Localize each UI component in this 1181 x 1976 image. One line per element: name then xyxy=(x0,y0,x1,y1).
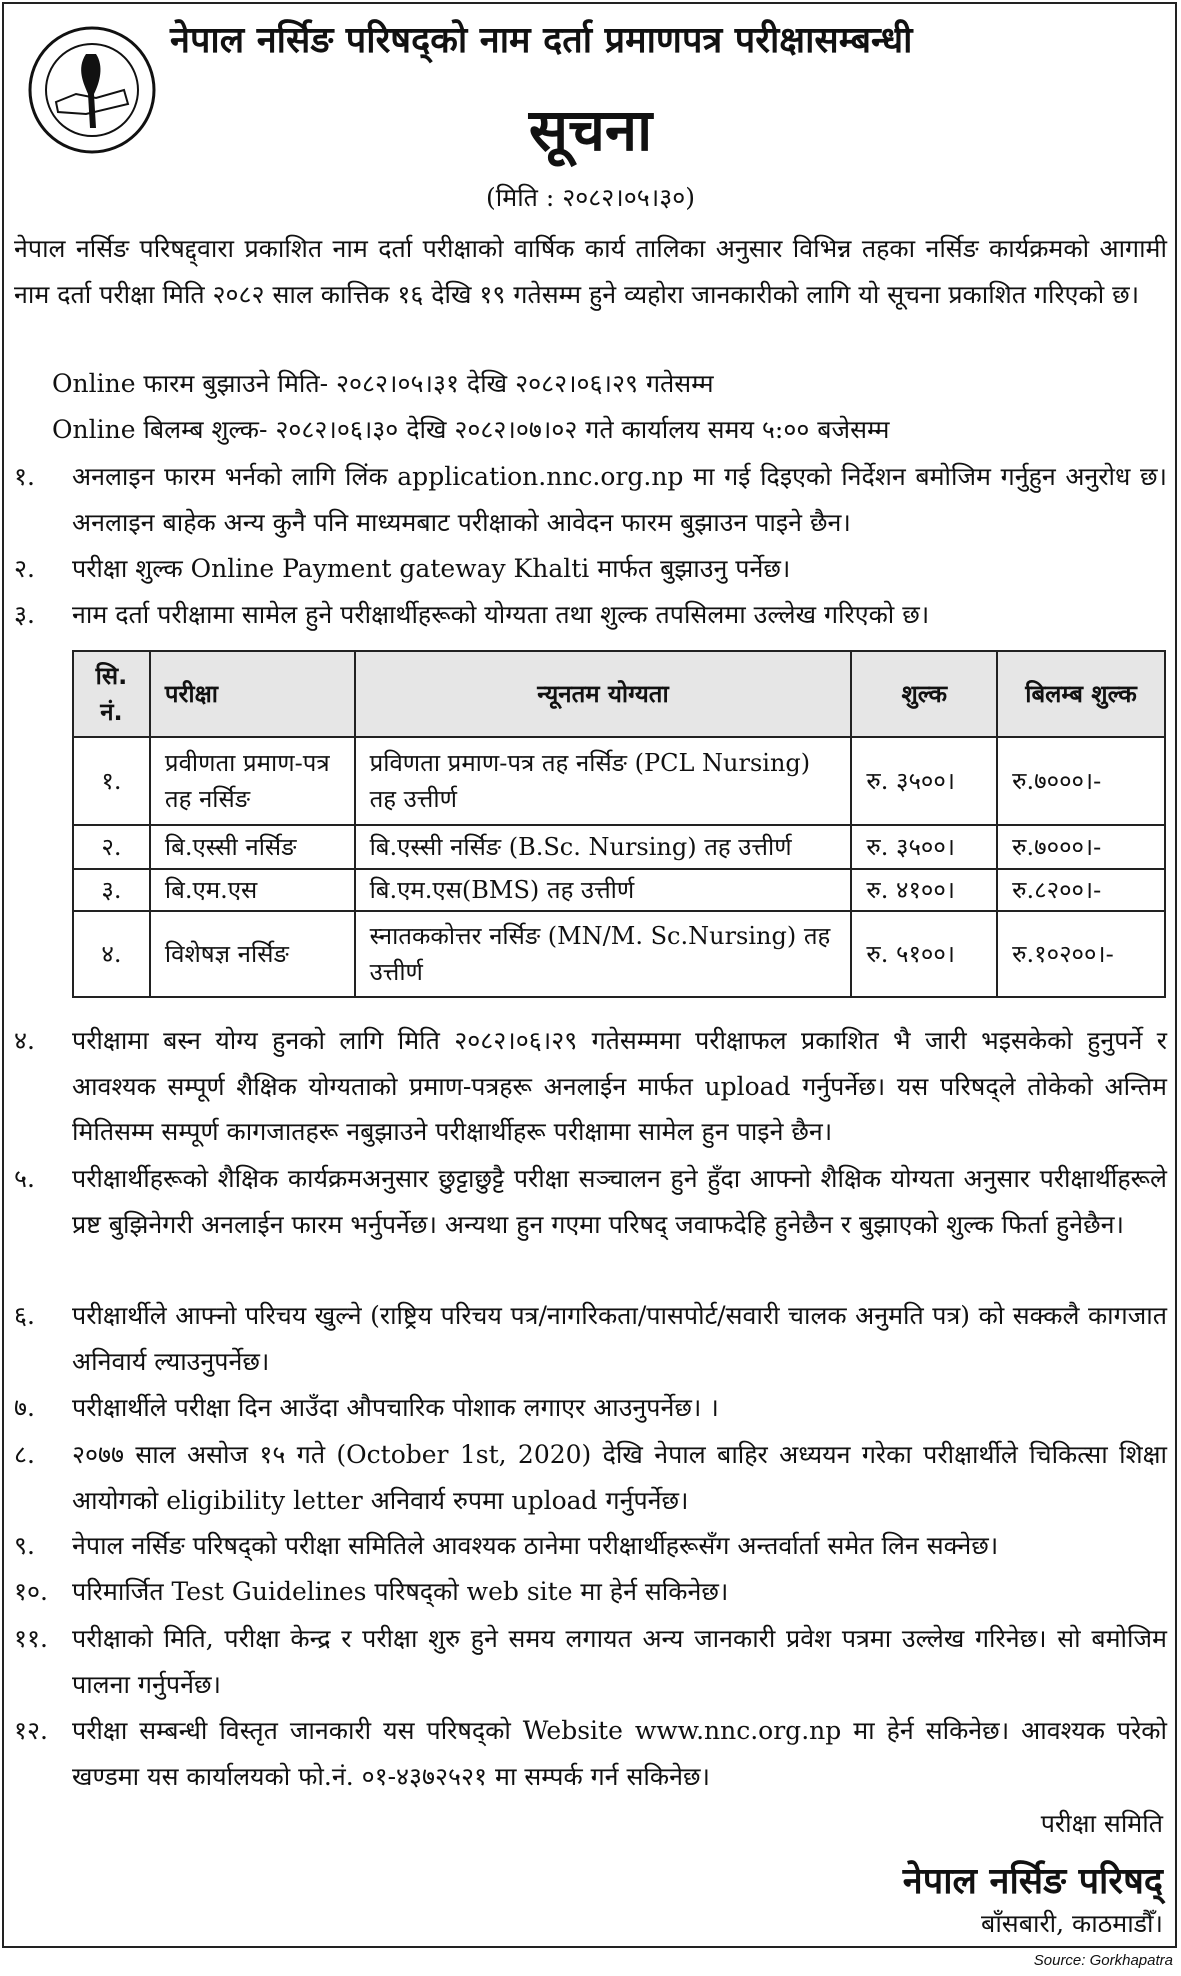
cell-late-fee: रु.१०२००।- xyxy=(997,911,1165,997)
item-text: नाम दर्ता परीक्षामा सामेल हुने परीक्षार्थीहरूको योग्यता तथा शुल्क तपसिलमा उल्लेख गरिएको छ। xyxy=(72,600,930,629)
cell-fee: रु. ३५००। xyxy=(851,737,997,825)
notice-date: (मिति : २०८२।०५।३०) xyxy=(486,183,695,212)
source-credit: Source: Gorkhapatra xyxy=(1033,1952,1173,1969)
list-item xyxy=(14,1708,1167,1799)
notice-heading: नेपाल नर्सिङ परिषद्को नाम दर्ता प्रमाणपत्र परीक्षासम्बन्धी xyxy=(170,20,913,61)
item-number: ११. xyxy=(14,1624,48,1653)
online-late-fee-dates: Online बिलम्ब शुल्क- २०८२।०६।३० देखि २०८२।०७।०२ गते कार्यालय समय ५:०० बजेसम्म xyxy=(52,415,890,444)
table-row xyxy=(73,737,1165,825)
list-item xyxy=(14,1385,1167,1431)
cell-sn: २. xyxy=(73,825,150,869)
notice-title: सूचना xyxy=(528,96,653,164)
exam-committee: परीक्षा समिति xyxy=(1040,1809,1163,1838)
item-text: परीक्षा सम्बन्धी विस्तृत जानकारी यस परिषद्को Website www.nnc.org.np मा हेर्न सकिनेछ। आवश्यक परेको खण्डमा यस कार्यालयको फो.नं. ०१-४३७२५२१ मा सम्पर्क गर्न सकिनेछ। xyxy=(72,1716,1167,1791)
header-fee: शुल्क xyxy=(851,651,997,737)
item-text: परीक्षार्थीले परीक्षा दिन आउँदा औपचारिक पोशाक लगाएर आउनुपर्नेछ। । xyxy=(72,1393,719,1422)
cell-exam: बि.एम.एस xyxy=(150,869,355,911)
table-header-row xyxy=(73,651,1165,737)
list-item xyxy=(14,1616,1167,1707)
item-number: ६. xyxy=(14,1301,35,1330)
table-row xyxy=(73,825,1165,869)
list-item xyxy=(14,1293,1167,1384)
header-late-fee: बिलम्ब शुल्क xyxy=(997,651,1165,737)
list-item xyxy=(14,454,1167,545)
header-exam: परीक्षा xyxy=(150,651,355,737)
intro-paragraph: नेपाल नर्सिङ परिषद्द्वारा प्रकाशित नाम दर्ता परीक्षाको वार्षिक कार्य तालिका अनुसार विभिन्न तहका नर्सिङ कार्यक्रमको आगामी नाम दर्ता परीक्षा मिति २०८२ साल कात्तिक १६ देखि १९ गतेसम्म हुने व्यहोरा जानकारीको लागि यो सूचना प्रकाशित गरिएको छ। xyxy=(14,234,1167,309)
header-sn: सि. नं. xyxy=(73,651,150,737)
cell-exam: बि.एस्सी नर्सिङ xyxy=(150,825,355,869)
list-item xyxy=(14,1432,1167,1523)
list-item xyxy=(14,1018,1167,1155)
organization-address: बाँसबारी, काठमाडौँ। xyxy=(981,1909,1163,1938)
organization-name: नेपाल नर्सिङ परिषद् xyxy=(902,1861,1163,1902)
cell-exam: विशेषज्ञ नर्सिङ xyxy=(150,911,355,997)
fee-table xyxy=(72,650,1166,998)
cell-qualification: स्नातककोत्तर नर्सिङ (MN/M. Sc.Nursing) तह उत्तीर्ण xyxy=(355,911,852,997)
item-text: परिमार्जित Test Guidelines परिषद्को web site मा हेर्न सकिनेछ। xyxy=(72,1577,729,1606)
cell-sn: १. xyxy=(73,737,150,825)
cell-qualification: बि.एस्सी नर्सिङ (B.Sc. Nursing) तह उत्तीर्ण xyxy=(355,825,852,869)
cell-late-fee: रु.७०००।- xyxy=(997,825,1165,869)
item-text: नेपाल नर्सिङ परिषद्को परीक्षा समितिले आवश्यक ठानेमा परीक्षार्थीहरूसँग अन्तर्वार्ता समेत लिन सक्नेछ। xyxy=(72,1531,999,1560)
cell-fee: रु. ३५००। xyxy=(851,825,997,869)
item-number: ९. xyxy=(14,1531,35,1560)
item-number: २. xyxy=(14,554,35,583)
item-text: २०७७ साल असोज १५ गते (October 1st, 2020) देखि नेपाल बाहिर अध्ययन गरेका परीक्षार्थीले चिकित्सा शिक्षा आयोगको eligibility letter अनिवार्य रुपमा upload गर्नुपर्नेछ। xyxy=(72,1440,1167,1515)
item-text: अनलाइन फारम भर्नको लागि लिंक application.nnc.org.np मा गई दिइएको निर्देशन बमोजिम गर्नुहुन अनुरोध छ। अनलाइन बाहेक अन्य कुनै पनि माध्यमबाट परीक्षाको आवेदन फारम बुझाउन पाइने छैन। xyxy=(72,462,1167,537)
item-text: परीक्षार्थीले आफ्नो परिचय खुल्ने (राष्ट्रिय परिचय पत्र/नागरिकता/पासपोर्ट/सवारी चालक अनुमति पत्र) को सक्कलै कागजात अनिवार्य ल्याउनुपर्नेछ। xyxy=(72,1301,1167,1376)
cell-late-fee: रु.७०००।- xyxy=(997,737,1165,825)
cell-exam: प्रवीणता प्रमाण-पत्र तह नर्सिङ xyxy=(150,737,355,825)
cell-fee: रु. ४१००। xyxy=(851,869,997,911)
online-form-dates: Online फारम बुझाउने मिति- २०८२।०५।३१ देखि २०८२।०६।२९ गतेसम्म xyxy=(52,369,714,398)
cell-qualification: प्रविणता प्रमाण-पत्र तह नर्सिङ (PCL Nursing) तह उत्तीर्ण xyxy=(355,737,852,825)
cell-sn: ३. xyxy=(73,869,150,911)
item-number: ७. xyxy=(14,1393,35,1422)
list-item xyxy=(14,1523,1167,1569)
cell-fee: रु. ५१००। xyxy=(851,911,997,997)
item-text: परीक्षामा बस्न योग्य हुनको लागि मिति २०८२।०६।२९ गतेसम्ममा परीक्षाफल प्रकाशित भै जारी भइसकेको हुनुपर्ने र आवश्यक सम्पूर्ण शैक्षिक योग्यताको प्रमाण-पत्रहरू अनलाईन मार्फत upload गर्नुपर्नेछ। यस परिषद्ले तोकेको अन्तिम मितिसम्म सम्पूर्ण कागजातहरू नबुझाउने परीक्षार्थीहरू परीक्षामा सामेल हुन पाइने छैन। xyxy=(72,1026,1167,1146)
item-number: १०. xyxy=(14,1577,48,1606)
item-number: ३. xyxy=(14,600,35,629)
item-number: ५. xyxy=(14,1164,35,1193)
list-item xyxy=(14,1569,1167,1615)
cell-late-fee: रु.८२००।- xyxy=(997,869,1165,911)
item-text: परीक्षा शुल्क Online Payment gateway Khalti मार्फत बुझाउनु पर्नेछ। xyxy=(72,554,791,583)
item-text: परीक्षाको मिति, परीक्षा केन्द्र र परीक्षा शुरु हुने समय लगायत अन्य जानकारी प्रवेश पत्रमा उल्लेख गरिनेछ। सो बमोजिम पालना गर्नुपर्नेछ। xyxy=(72,1624,1167,1699)
list-item xyxy=(14,592,1167,638)
table-row xyxy=(73,869,1165,911)
cell-sn: ४. xyxy=(73,911,150,997)
table-row xyxy=(73,911,1165,997)
list-item xyxy=(14,1156,1167,1247)
cell-qualification: बि.एम.एस(BMS) तह उत्तीर्ण xyxy=(355,869,852,911)
list-item xyxy=(14,546,1167,592)
item-number: ४. xyxy=(14,1026,35,1055)
item-number: ८. xyxy=(14,1440,35,1469)
item-number: १२. xyxy=(14,1716,48,1745)
item-number: १. xyxy=(14,462,35,491)
item-text: परीक्षार्थीहरूको शैक्षिक कार्यक्रमअनुसार छुट्टाछुट्टै परीक्षा सञ्चालन हुने हुँदा आफ्नो शैक्षिक योग्यता अनुसार परीक्षार्थीहरूले प्रष्ट बुझिनेगरी अनलाईन फारम भर्नुपर्नेछ। अन्यथा हुन गएमा परिषद् जवाफदेहि हुनेछैन र बुझाएको शुल्क फिर्ता हुनेछैन। xyxy=(72,1164,1167,1239)
header-qualification: न्यूनतम योग्यता xyxy=(355,651,852,737)
